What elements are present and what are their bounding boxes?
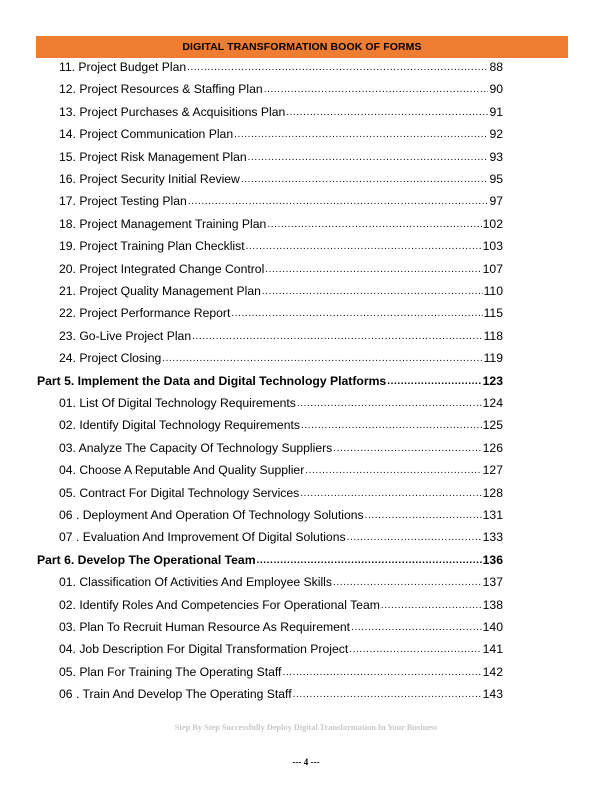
- dot-leader: [262, 286, 483, 298]
- toc-entry[interactable]: [59, 461, 503, 477]
- toc-entry[interactable]: [59, 148, 503, 164]
- dot-leader: [234, 129, 488, 141]
- toc-entry[interactable]: [59, 103, 503, 119]
- toc-entry-title: 20. Project Integrated Change Control: [59, 261, 265, 276]
- dot-leader: [293, 689, 482, 701]
- toc-entry-page: 140: [482, 620, 503, 634]
- toc-entry[interactable]: [59, 640, 503, 656]
- toc-entry-title: 16. Project Security Initial Review: [59, 172, 240, 186]
- toc-entry-page: 124: [482, 396, 503, 410]
- toc-entry[interactable]: [59, 573, 503, 589]
- dot-leader: [231, 308, 482, 320]
- dot-leader: [265, 264, 481, 276]
- dot-leader: [162, 353, 482, 365]
- dot-leader: [188, 196, 489, 208]
- footer-tagline: Step By Step Successfully Deploy Digital Transformation In Your Business: [174, 723, 438, 732]
- toc-entry-title: 01. Classification Of Activities And Employee Skills: [59, 575, 332, 590]
- dot-leader: [301, 420, 482, 432]
- toc-entry-page: 128: [482, 485, 503, 500]
- toc-entry-page: 133: [482, 530, 503, 545]
- toc-entry-title: 07 . Evaluation And Improvement Of Digital Solutions: [59, 530, 346, 545]
- toc-entry-page: 93: [489, 149, 503, 164]
- toc-entry[interactable]: [59, 80, 503, 96]
- dot-leader: [333, 577, 482, 589]
- toc-entry-page: 91: [489, 104, 503, 119]
- toc-entry-title: 17. Project Testing Plan: [59, 194, 187, 209]
- toc-entry-title: 18. Project Management Training Plan: [59, 216, 267, 231]
- toc-entry-page: 118: [483, 328, 503, 343]
- dot-leader: [300, 488, 481, 500]
- toc-entry-title: 02. Identify Digital Technology Requirements: [59, 418, 300, 433]
- toc-entry-title: 12. Project Resources & Staffing Plan: [59, 82, 263, 97]
- toc-entry-title: 02. Identify Roles And Competencies For Operational Team: [59, 597, 380, 612]
- toc-entry-title: 01. List Of Digital Technology Requirements: [59, 396, 296, 410]
- toc-entry-page: 125: [482, 418, 503, 433]
- toc-entry[interactable]: [59, 282, 503, 298]
- toc-entry-title: 06 . Train And Develop The Operating Staff: [59, 687, 292, 702]
- toc-entry-title: 19. Project Training Plan Checklist: [59, 239, 245, 254]
- toc-entry-title: 05. Plan For Training The Operating Staff: [59, 664, 282, 679]
- toc-entry[interactable]: [59, 58, 503, 74]
- toc-entry-page: 90: [489, 82, 503, 97]
- toc-entry[interactable]: [59, 125, 503, 141]
- dot-leader: [351, 622, 482, 634]
- toc-entry-page: 97: [489, 194, 503, 209]
- toc-entry-page: 143: [482, 687, 503, 702]
- toc-entry-page: 95: [489, 172, 503, 186]
- dot-leader: [365, 510, 482, 522]
- document-header-banner: [36, 36, 568, 58]
- toc-entry-title: 23. Go-Live Project Plan: [59, 328, 192, 343]
- toc-entry-page: 110: [483, 284, 503, 298]
- toc-entry[interactable]: [59, 260, 503, 276]
- toc-entry-page: 142: [482, 664, 503, 679]
- dot-leader: [349, 644, 481, 656]
- toc-entry[interactable]: [59, 304, 503, 320]
- dot-leader: [264, 84, 489, 96]
- toc-entry-page: 131: [482, 508, 503, 522]
- toc-part-entry[interactable]: [37, 551, 503, 567]
- toc-entry[interactable]: [59, 349, 503, 365]
- toc-part-entry[interactable]: [37, 372, 503, 388]
- toc-entry-page: 126: [482, 440, 503, 455]
- toc-entry-title: 24. Project Closing: [59, 351, 162, 366]
- dot-leader: [297, 398, 482, 410]
- dot-leader: [241, 174, 489, 186]
- dot-leader: [387, 376, 481, 388]
- toc-entry[interactable]: [59, 528, 503, 544]
- toc-entry-page: 115: [483, 306, 503, 321]
- toc-entry[interactable]: [59, 170, 503, 186]
- toc-entry-title: 03. Plan To Recruit Human Resource As Requirement: [59, 620, 351, 634]
- toc-entry-title: 15. Project Risk Management Plan: [59, 149, 247, 164]
- toc-entry[interactable]: [59, 416, 503, 432]
- dot-leader: [347, 532, 482, 544]
- dot-leader: [267, 219, 481, 231]
- dot-leader: [246, 241, 482, 253]
- toc-entry-title: 04. Choose A Reputable And Quality Supplier: [59, 463, 305, 478]
- toc-entry-title: 13. Project Purchases & Acquisitions Plan: [59, 104, 286, 119]
- toc-entry[interactable]: [59, 484, 503, 500]
- dot-leader: [305, 465, 481, 477]
- dot-leader: [187, 62, 488, 74]
- dot-leader: [333, 443, 481, 455]
- toc-entry-title: 05. Contract For Digital Technology Services: [59, 485, 300, 500]
- dot-leader: [257, 555, 482, 567]
- page-number: --- 4 ---: [292, 757, 320, 767]
- toc-entry[interactable]: [59, 663, 503, 679]
- toc-entry-page: 107: [482, 261, 503, 276]
- toc-entry[interactable]: [59, 327, 503, 343]
- toc-entry-title: 22. Project Performance Report: [59, 306, 231, 321]
- toc-entry[interactable]: [59, 394, 503, 410]
- dot-leader: [286, 107, 488, 119]
- toc-entry-title: 03. Analyze The Capacity Of Technology Suppliers: [59, 440, 333, 455]
- toc-entry[interactable]: [59, 439, 503, 455]
- toc-entry-page: 127: [482, 463, 503, 478]
- toc-entry-title: Part 5. Implement the Data and Digital Technology Platforms: [37, 373, 387, 388]
- toc-entry[interactable]: [59, 237, 503, 253]
- toc-entry[interactable]: [59, 192, 503, 208]
- toc-entry-title: 14. Project Communication Plan: [59, 127, 234, 142]
- toc-entry-title: Part 6. Develop The Operational Team: [37, 552, 256, 567]
- toc-entry[interactable]: [59, 685, 503, 701]
- dot-leader: [192, 331, 482, 343]
- toc-entry-page: 103: [482, 239, 503, 254]
- toc-entry-page: 141: [482, 642, 503, 657]
- toc-entry-title: 06 . Deployment And Operation Of Technology Solutions: [59, 508, 364, 522]
- document-header-title: DIGITAL TRANSFORMATION BOOK OF FORMS: [182, 41, 422, 53]
- toc-entry[interactable]: [59, 618, 503, 634]
- toc-entry-page: 138: [482, 597, 503, 612]
- toc-entry-page: 137: [482, 575, 503, 590]
- toc-entry-page: 123: [482, 373, 503, 388]
- toc-entry-page: 119: [483, 351, 503, 366]
- dot-leader: [248, 152, 489, 164]
- toc-entry-page: 88: [489, 60, 503, 74]
- toc-entry-page: 92: [489, 127, 503, 142]
- toc-entry[interactable]: [59, 215, 503, 231]
- toc-entry-title: 04. Job Description For Digital Transformation Project: [59, 642, 349, 657]
- toc-entry[interactable]: [59, 506, 503, 522]
- toc-entry-title: 21. Project Quality Management Plan: [59, 284, 261, 298]
- toc-entry-title: 11. Project Budget Plan: [59, 60, 187, 74]
- toc-entry[interactable]: [59, 596, 503, 612]
- dot-leader: [282, 667, 481, 679]
- dot-leader: [381, 600, 482, 612]
- toc-entry-page: 136: [482, 552, 503, 567]
- toc-entry-page: 102: [482, 216, 503, 231]
